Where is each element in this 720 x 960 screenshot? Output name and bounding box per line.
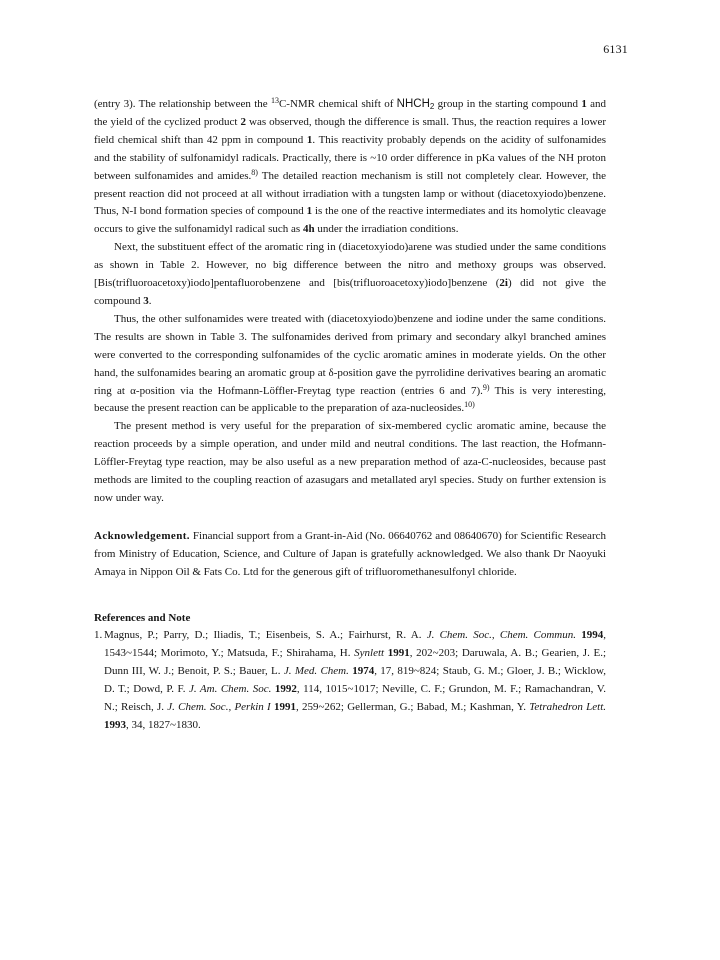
text-run: (entry 3). The relationship between the: [94, 98, 271, 110]
ref-year: 1991: [387, 647, 410, 660]
text-run: Thus, the other sulfonamides were treated with (diacetoxyiodo)benzene and iodine under the same conditions. The results are shown in Table 3. The sulfonamides derived from primary and secondary alkyl branched amines were converted to the corresponding sulfonamides of the cyclic aromatic amines in moderate yields. On the other hand, the sulfonamides bearing an aromatic group at δ-position gave the pyrrolidine derivatives bearing an aromatic ring at α-position via the Hofmann-Löffler-Freytag type reaction (entries 6 and 7).: [94, 312, 606, 397]
compound-ref: 1: [581, 98, 587, 110]
citation-marker: 8): [251, 167, 258, 177]
text-run: C-NMR chemical shift of: [278, 98, 397, 110]
compound-ref: 2i: [499, 277, 508, 290]
journal-name: J. Med. Chem.: [283, 665, 349, 678]
ref-year: 1992: [274, 683, 297, 696]
text-run: and the yield of the cyclized product: [94, 98, 607, 128]
reference-list: [94, 627, 606, 734]
citation-marker: 10): [464, 400, 475, 410]
text-run: .: [148, 294, 152, 307]
chem-formula-main: NHCH: [396, 98, 430, 110]
journal-name: Synlett: [354, 647, 385, 660]
body-paragraph-1: [94, 96, 606, 239]
ref-authors: Magnus, P.; Parry, D.; Iliadis, T.; Eisenbeis, S. A.; Fairhurst, R. A.: [104, 629, 427, 642]
compound-ref: 1: [306, 205, 313, 218]
compound-ref: 3: [143, 294, 149, 307]
text-run: . This reactivity probably depends on the acidity of sulfonamides and the stability of sulfonamidyl radicals. Practically, there is ~10 order difference in pKa values of the NH proton between sulfonamides and amides.: [94, 133, 607, 182]
references-heading: References and Note: [94, 611, 191, 624]
journal-name: J. Chem. Soc., Chem. Commun.: [426, 629, 576, 642]
text-run: The detailed reaction mechanism is still not completely clear. However, the present reaction did not proceed at all without irradiation with a tungsten lamp or without (diacetoxyiodo)benzene. Thus, N-I bond formation species of compound: [94, 169, 606, 218]
ref-year: 1993: [104, 719, 126, 731]
superscript-isotope: 13: [270, 96, 279, 105]
body-paragraph-4: The present method is very useful for the preparation of six-membered cyclic aromatic amine, because the reaction proceeds by a simple operation, and under mild and neutral conditions. The last reaction, the Hofmann-Löffler-Freytag type reaction, may be also useful as a new preparation method of aza-C-nucleosides, because past methods are limited to the coupling reaction of azasugars and metallated aryl species. Study on further extension is now under way.: [94, 420, 606, 504]
ref-tail: , 34, 1827~1830.: [126, 719, 201, 731]
text-run: Next, the substituent effect of the aromatic ring in (diacetoxyiodo)arene was studied under the same conditions as shown in Table 2. However, no big difference between the nitro and methoxy groups was observed. [Bis(trifluoroacetoxy)iodo]pentafluorobenzene and [bis(trifluoroacetoxy)iodo]benzene (: [94, 241, 606, 290]
body-paragraph-2: [94, 239, 606, 311]
acknowledgement-paragraph: [94, 528, 606, 582]
body-paragraph-3: [94, 311, 606, 418]
text-run: group in the starting compound: [434, 98, 582, 110]
chem-formula-subscript: 2: [429, 102, 435, 111]
ref-year: 1974: [352, 665, 375, 678]
journal-name: Tetrahedron Lett.: [529, 701, 606, 714]
compound-ref: 4h: [302, 223, 315, 236]
page-number: 6131: [603, 42, 628, 56]
text-run: is the one of the reactive intermediates and its homolytic cleavage occurs to give the sulfonamidyl radical such as: [94, 205, 606, 236]
ref-authors: , 259~262; Gellerman, G.; Babad, M.; Kashman, Y.: [295, 701, 530, 714]
ref-authors: , 1543~1544; Morimoto, Y.; Matsuda, F.; Shirahama, H.: [104, 629, 606, 660]
reference-text: [104, 627, 606, 734]
article-body: [94, 96, 606, 735]
compound-ref: 2: [240, 115, 246, 128]
acknowledgement-title: Acknowledgement.: [94, 529, 190, 542]
ref-year: 1994: [581, 629, 604, 642]
text-run: was observed, though the difference is small. Thus, the reaction requires a lower field chemical shift than 42 ppm in compound: [94, 115, 606, 146]
journal-name: J. Chem. Soc., Perkin I: [167, 701, 271, 714]
journal-name: J. Am. Chem. Soc.: [188, 683, 272, 696]
ref-year: 1991: [273, 701, 296, 714]
ref-authors: , 202~203; Daruwala, A. B.; Gearien, J. E.; Dunn III, W. J.; Benoit, P. S.; Bauer, L.: [104, 647, 607, 678]
text-run: This is very interesting, because the present reaction can be applicable to the preparation of aza-nucleosides.: [94, 384, 606, 415]
reference-item: [94, 627, 606, 734]
reference-number: 1.: [94, 629, 103, 642]
citation-marker: 9): [482, 382, 490, 392]
text-run: ) did not give the compound: [94, 277, 606, 307]
acknowledgement-text: Financial support from a Grant-in-Aid (No. 06640762 and 08640670) for Scientific Research from Ministry of Education, Science, and Culture of Japan is gratefully acknowledged. We also thank Dr Naoyuki Amaya in Nippon Oil & Fats Co. Ltd for the generous gift of trifluoromethanesulfonyl chloride.: [94, 529, 606, 578]
ref-authors: , 114, 1015~1017; Neville, C. F.; Grundon, M. F.; Ramachandran, V. N.; Reisch, J.: [104, 683, 606, 714]
ref-authors: , 17, 819~824; Staub, G. M.; Gloer, J. B.; Wicklow, D. T.; Dowd, P. F.: [104, 665, 607, 696]
chem-formula: [397, 98, 435, 110]
text-run: under the irradiation conditions.: [314, 223, 459, 236]
compound-ref: 1: [306, 133, 313, 146]
